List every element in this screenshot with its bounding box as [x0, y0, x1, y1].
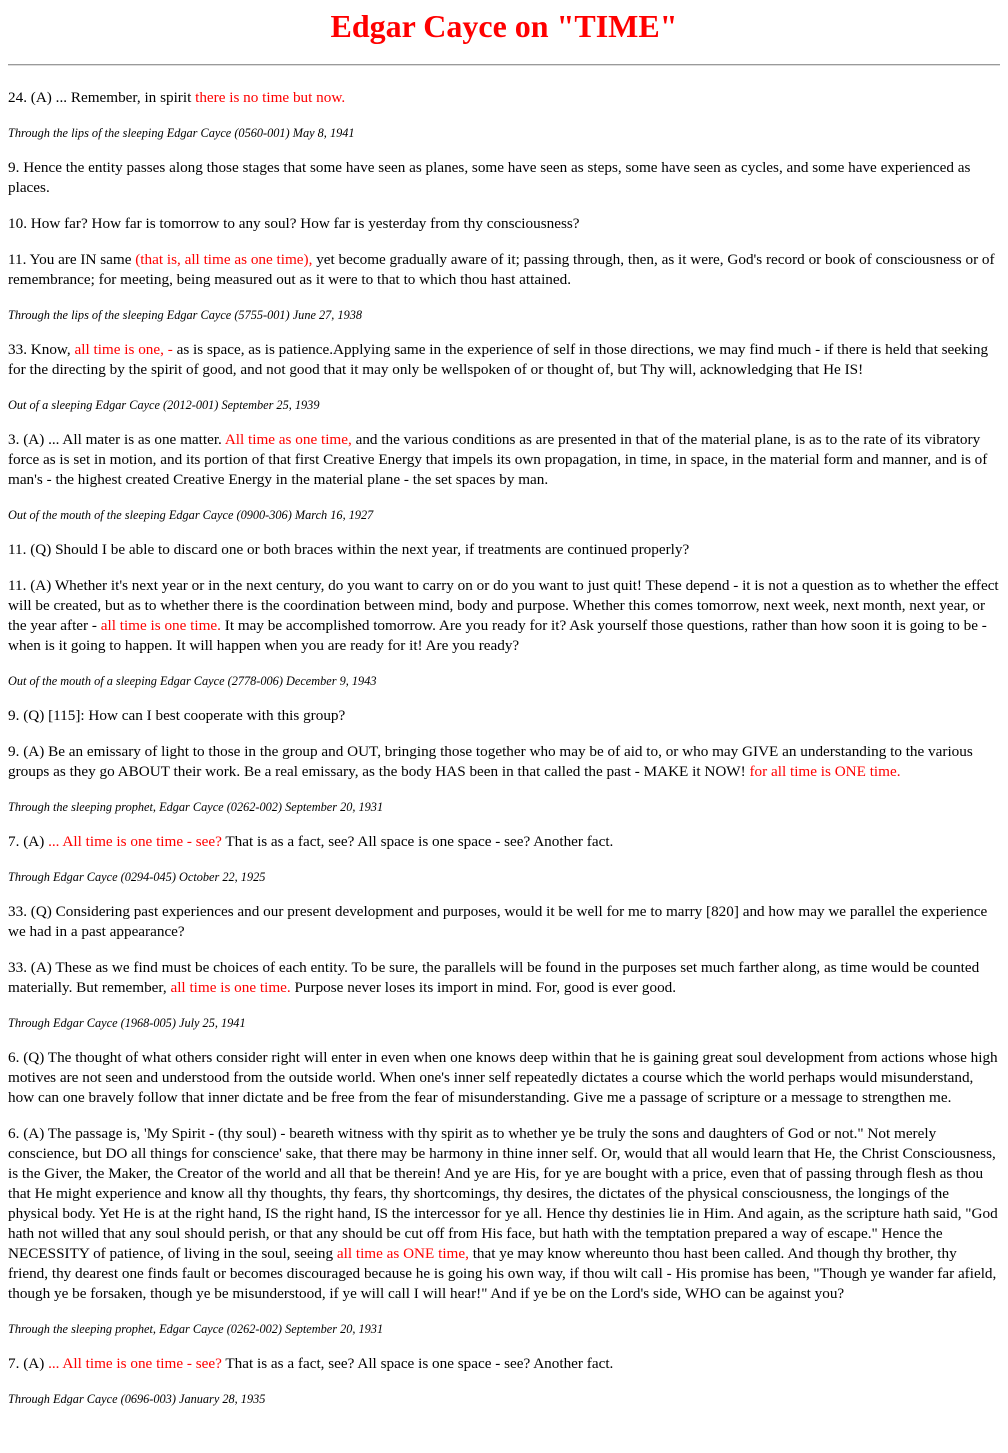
- reading-paragraph: [8, 214, 1000, 234]
- source-citation: Out of the mouth of the sleeping Edgar Cayce (0900-306) March 16, 1927: [8, 508, 374, 522]
- title-divider: [8, 64, 1000, 66]
- highlighted-phrase: ... All time is one time - see?: [48, 833, 222, 850]
- reading-paragraph: [8, 88, 1000, 108]
- text-segment: 6. (A) The passage is, 'My Spirit - (thy soul) - beareth witness with thy spirit as to whether ye be truly the sons and daughters of God or not." Not merely conscience, but DO all things for conscience' sake, that there may be harmony in thine inner self. Or, would that all would learn that He, the Christ Consciousness, is the Giver, the Maker, the Creator of the world and all that be therein! And ye are His, for ye are bought with a price, even that of passing through flesh as thou that He might experience and know all thy thoughts, thy fears, thy shortcomings, thy desires, the dictates of the physical consciousness, the longings of the physical body. Yet He is at the right hand, IS the right hand, IS the intercessor for ye all. Hence thy destinies lie in Him. And again, as the scripture hath said, "God hath not willed that any soul should perish, or that any should be cut off from His face, but hath with the temptation prepared a way of escape." Hence the NECESSITY of patience, of living in the soul, seeing: [8, 1125, 998, 1262]
- text-segment: 11. (Q) Should I be able to discard one or both braces within the next year, if treatments are continued properly?: [8, 541, 690, 558]
- reading-paragraph: [8, 1354, 1000, 1374]
- source-citation: Through the sleeping prophet, Edgar Cayce (0262-002) September 20, 1931: [8, 1322, 384, 1336]
- highlighted-phrase: ... All time is one time - see?: [48, 1355, 222, 1372]
- text-segment: 6. (Q) The thought of what others consider right will enter in even when one knows deep within that he is gaining great soul development from actions whose high motives are not seen and understood from the outside world. When one's inner self repeatedly dictates a course which the world perhaps would misunderstand, how can one bravely follow that inner dictate and be free from the fear of misunderstanding. Give me a passage of scripture or a message to strengthen me.: [8, 1049, 998, 1106]
- reading-paragraph: [8, 1048, 1000, 1108]
- text-segment: That is as a fact, see? All space is one space - see? Another fact.: [221, 833, 614, 850]
- highlighted-phrase: (that is, all time as one time),: [135, 251, 313, 268]
- highlighted-phrase: for all time is ONE time.: [749, 763, 901, 780]
- reading-paragraph: [8, 540, 1000, 560]
- highlighted-phrase: all time is one, -: [74, 341, 173, 358]
- source-citation: Out of a sleeping Edgar Cayce (2012-001) September 25, 1939: [8, 398, 320, 412]
- text-segment: It may be accomplished tomorrow. Are you ready for it? Ask yourself those questions, rather than how soon it is going to be - when is it going to happen. It will happen when you are ready for it! Are you ready?: [8, 617, 987, 654]
- reading-paragraph: [8, 250, 1000, 290]
- highlighted-phrase: All time as one time,: [224, 431, 352, 448]
- source-citation: Through Edgar Cayce (0294-045) October 22, 1925: [8, 870, 266, 884]
- text-segment: 9. Hence the entity passes along those stages that some have seen as planes, some have seen as steps, some have seen as cycles, and some have experienced as places.: [8, 159, 971, 196]
- source-citation: Out of the mouth of a sleeping Edgar Cayce (2778-006) December 9, 1943: [8, 674, 377, 688]
- reading-paragraph: [8, 576, 1000, 656]
- reading-paragraph: [8, 1124, 1000, 1304]
- text-segment: 24. (A) ... Remember, in spirit: [8, 89, 196, 106]
- text-segment: 10. How far? How far is tomorrow to any soul? How far is yesterday from thy consciousness?: [8, 215, 580, 232]
- text-segment: That is as a fact, see? All space is one space - see? Another fact.: [221, 1355, 614, 1372]
- source-citation: Through the sleeping prophet, Edgar Cayce (0262-002) September 20, 1931: [8, 800, 384, 814]
- reading-paragraph: [8, 706, 1000, 726]
- source-citation: Through Edgar Cayce (1968-005) July 25, 1941: [8, 1016, 246, 1030]
- text-segment: 9. (A) Be an emissary of light to those in the group and OUT, bringing those together who may be of aid to, or who may GIVE an understanding to the various groups as they go ABOUT their work. Be a real emissary, as the body HAS been in that called the past - MAKE it NOW!: [8, 743, 973, 780]
- highlighted-phrase: there is no time but now.: [195, 89, 346, 106]
- reading-paragraph: [8, 158, 1000, 198]
- text-segment: 33. (Q) Considering past experiences and our present development and purposes, would it be well for me to marry [820] and how may we parallel the experience we had in a past appearance?: [8, 903, 988, 940]
- text-segment: 9. (Q) [115]: How can I best cooperate with this group?: [8, 707, 346, 724]
- text-segment: 33. (A) These as we find must be choices of each entity. To be sure, the parallels will be found in the purposes set much farther along, as time would be counted materially. But remember,: [8, 959, 980, 996]
- source-citation: Through Edgar Cayce (0696-003) January 28, 1935: [8, 1392, 266, 1406]
- text-segment: 11. (A) Whether it's next year or in the next century, do you want to carry on or do you want to just quit! These depend - it is not a question as to whether the effect will be created, but as to whether there is the coordination between mind, body and purpose. Whether this comes tomorrow, next week, next month, next year, or the year after -: [8, 577, 999, 634]
- text-segment: that ye may know whereunto thou hast been called. And though thy brother, thy friend, thy dearest one finds fault or becomes discouraged because he is going his own way, if thou wilt call - His promise has been, "Though ye wander far afield, though ye be forsaken, though ye be misunderstood, if ye will call I will hear!" And if ye be on the Lord's side, WHO can be against you?: [8, 1245, 997, 1302]
- text-segment: and the various conditions as are presented in that of the material plane, is as to the rate of its vibratory force as is set in motion, and its portion of that first Creative Energy that impels its own propagation, in time, in space, in the material form and manner, and is of man's - the highest created Creative Energy in the material plane - the set spaces by man.: [8, 431, 988, 488]
- highlighted-phrase: all time is one time.: [100, 617, 221, 634]
- text-segment: 33. Know,: [8, 341, 75, 358]
- text-segment: as is space, as is patience.Applying same in the experience of self in those directions, we may find much - if there is held that seeking for the directing by the spirit of good, and not good that it may only be wellspoken of or thought of, but Thy will, acknowledging that He IS!: [8, 341, 989, 378]
- article-body: [8, 88, 1000, 1408]
- text-segment: yet become gradually aware of it; passing through, then, as it were, God's record or book of consciousness or of remembrance; for meeting, being measured out as it were to that to which thou hast attained.: [8, 251, 995, 288]
- reading-paragraph: [8, 340, 1000, 380]
- reading-paragraph: [8, 742, 1000, 782]
- source-citation: Through the lips of the sleeping Edgar Cayce (0560-001) May 8, 1941: [8, 126, 355, 140]
- text-segment: 3. (A) ... All mater is as one matter.: [8, 431, 225, 448]
- text-segment: 11. You are IN same: [8, 251, 136, 268]
- reading-paragraph: [8, 430, 1000, 490]
- reading-paragraph: [8, 832, 1000, 852]
- highlighted-phrase: all time is one time.: [170, 979, 291, 996]
- page-title: Edgar Cayce on "TIME": [330, 8, 678, 44]
- source-citation: Through the lips of the sleeping Edgar Cayce (5755-001) June 27, 1938: [8, 308, 363, 322]
- text-segment: 7. (A): [8, 833, 49, 850]
- reading-paragraph: [8, 958, 1000, 998]
- text-segment: Purpose never loses its import in mind. For, good is ever good.: [290, 979, 677, 996]
- reading-paragraph: [8, 902, 1000, 942]
- text-segment: 7. (A): [8, 1355, 49, 1372]
- highlighted-phrase: all time as ONE time,: [336, 1245, 469, 1262]
